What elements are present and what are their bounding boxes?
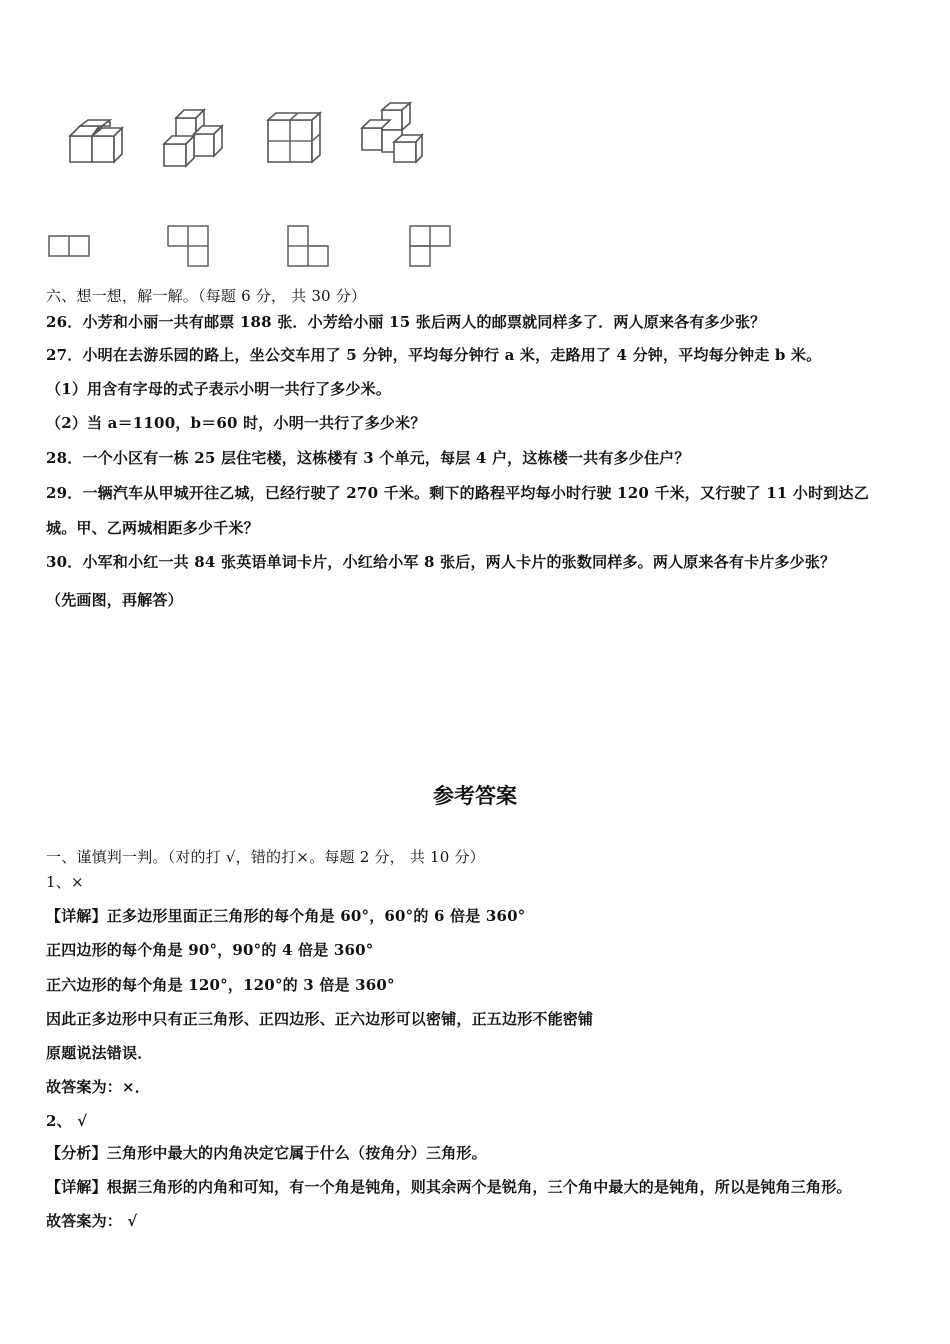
answer-2-analysis: 【分析】三角形中最大的内角决定它属于什么（按角分）三角形。 (46, 1144, 487, 1162)
question-26: 26．小芳和小丽一共有邮票 188 张．小芳给小丽 15 张后两人的邮票就同样多了．两人原来各有多少张？ (46, 313, 766, 331)
answer-1-detail-6: 故答案为：×． (46, 1078, 150, 1096)
view-2 (166, 224, 212, 270)
question-27-part1: （1）用含有字母的式子表示小明一共行了多少米。 (46, 380, 392, 398)
question-27-part2: （2）当 a＝1100，b＝60 时，小明一共行了多少米？ (46, 414, 426, 432)
answers-section1-heading: 一、谨慎判一判。（对的打 √，错的打×。每题 2 分， 共 10 分） (46, 848, 485, 866)
question-28: 28．一个小区有一栋 25 层住宅楼，这栋楼有 3 个单元，每层 4 户，这栋楼一共有多少住户？ (46, 449, 690, 467)
cube-solid-2 (162, 106, 226, 170)
answer-2: 2、 √ (46, 1112, 88, 1130)
question-30: 30．小军和小红一共 84 张英语单词卡片，小红给小军 8 张后，两人卡片的张数同样多。两人原来各有卡片多少张？ (46, 553, 836, 571)
cube-solid-3 (264, 110, 322, 166)
answer-2-answer: 故答案为： √ (46, 1212, 138, 1230)
answer-1-detail-3: 正六边形的每个角是 120°，120°的 3 倍是 360° (46, 976, 395, 994)
cube-solid-4 (358, 100, 424, 166)
answers-title: 参考答案 (433, 784, 517, 808)
view-4 (408, 224, 454, 270)
answer-1-detail-4: 因此正多边形中只有正三角形、正四边形、正六边形可以密铺，正五边形不能密铺 (46, 1010, 594, 1028)
answer-2-detail: 【详解】根据三角形的内角和可知，有一个角是钝角，则其余两个是锐角，三个角中最大的是钝角，所以是钝角三角形。 (46, 1178, 852, 1196)
cube-solid-1 (66, 118, 126, 168)
answer-1-detail-2: 正四边形的每个角是 90°，90°的 4 倍是 360° (46, 941, 374, 959)
view-3 (286, 224, 332, 270)
answer-1-detail-5: 原题说法错误． (46, 1044, 153, 1062)
question-30-note: （先画图，再解答） (46, 591, 183, 609)
question-27: 27．小明在去游乐园的路上，坐公交车用了 5 分钟，平均每分钟行 a 米，走路用了 4 分钟，平均每分钟走 b 米。 (46, 346, 822, 364)
section6-heading: 六、想一想，解一解。（每题 6 分， 共 30 分） (46, 287, 367, 305)
question-29-line1: 29．一辆汽车从甲城开往乙城，已经行驶了 270 千米。剩下的路程平均每小时行驶 120 千米，又行驶了 11 小时到达乙 (46, 484, 869, 502)
answer-1-detail-1: 【详解】正多边形里面正三角形的每个角是 60°，60°的 6 倍是 360° (46, 907, 526, 925)
view-1 (48, 234, 92, 258)
question-29-line2: 城。甲、乙两城相距多少千米？ (46, 519, 259, 537)
answer-1: 1、× (46, 873, 84, 891)
